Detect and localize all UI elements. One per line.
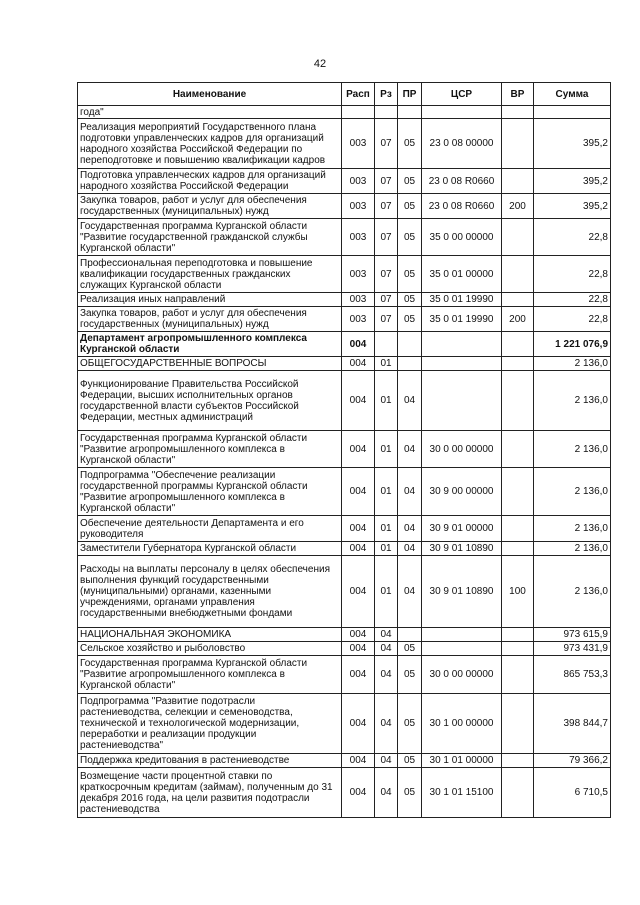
cell-pr: 04 [398,556,422,628]
cell-csr: 35 0 00 00000 [422,219,502,256]
cell-pr: 05 [398,256,422,293]
cell-name: Закупка товаров, работ и услуг для обеспечения государственных (муниципальных) нужд [78,307,342,332]
cell-sum: 973 615,9 [534,628,611,642]
cell-csr: 30 1 00 00000 [422,694,502,754]
cell-sum: 2 136,0 [534,516,611,542]
cell-name: Государственная программа Курганской области "Развитие агропромышленного комплекса в Курганской области" [78,431,342,468]
cell-vr [502,357,534,371]
cell-sum: 2 136,0 [534,431,611,468]
cell-vr [502,106,534,119]
cell-rasp: 003 [342,293,375,307]
cell-name: Государственная программа Курганской области "Развитие агропромышленного комплекса в Курганской области" [78,656,342,694]
page-number: 42 [313,58,327,70]
cell-name: Государственная программа Курганской области "Развитие государственной гражданской службы Курганской области" [78,219,342,256]
cell-sum: 865 753,3 [534,656,611,694]
cell-rz: 01 [375,431,398,468]
cell-csr: 23 0 08 R0660 [422,169,502,194]
cell-vr [502,371,534,431]
cell-rz: 01 [375,468,398,516]
table-row [78,754,611,768]
cell-rz: 04 [375,754,398,768]
cell-vr [502,219,534,256]
header-sum: Сумма [534,83,611,106]
cell-vr [502,642,534,656]
table-row [78,542,611,556]
cell-rasp: 004 [342,357,375,371]
cell-sum: 395,2 [534,119,611,169]
cell-rz: 07 [375,256,398,293]
cell-sum: 2 136,0 [534,556,611,628]
table-row [78,768,611,818]
table-header-row [78,83,611,106]
cell-pr: 05 [398,307,422,332]
cell-vr: 200 [502,307,534,332]
cell-name: Расходы на выплаты персоналу в целях обеспечения выполнения функций государственными (муниципальными) органами, казенными учреждениями, органами управления государственными внебюджетными фондами [78,556,342,628]
cell-name: Подпрограмма "Развитие подотрасли растениеводства, селекции и семеноводства, технической и технологической модернизации, переработки и реализации продукции растениеводства" [78,694,342,754]
cell-name: Подготовка управленческих кадров для организаций народного хозяйства Российской Федерации [78,169,342,194]
header-pr: ПР [398,83,422,106]
table-row [78,628,611,642]
cell-name: Обеспечение деятельности Департамента и его руководителя [78,516,342,542]
cell-pr: 05 [398,293,422,307]
cell-name: Возмещение части процентной ставки по краткосрочным кредитам (займам), полученным до 31 декабря 2016 года, на цели развития подотрасли растениеводства [78,768,342,818]
header-rz: Рз [375,83,398,106]
cell-pr: 05 [398,119,422,169]
cell-pr [398,628,422,642]
cell-name: Реализация мероприятий Государственного плана подготовки управленческих кадров для организаций народного хозяйства Российской Федерации по переподготовке и повышению квалификации кадров [78,119,342,169]
table-row [78,307,611,332]
cell-sum: 395,2 [534,169,611,194]
table-row [78,106,611,119]
cell-rz: 07 [375,293,398,307]
cell-vr [502,256,534,293]
cell-pr: 05 [398,169,422,194]
cell-vr [502,628,534,642]
header-rasp: Расп [342,83,375,106]
cell-rasp: 003 [342,307,375,332]
cell-csr [422,106,502,119]
cell-csr: 23 0 08 00000 [422,119,502,169]
cell-rasp: 004 [342,431,375,468]
cell-rasp: 004 [342,468,375,516]
cell-rz [375,106,398,119]
cell-rasp: 003 [342,119,375,169]
cell-rz: 01 [375,516,398,542]
table-row [78,642,611,656]
cell-rasp: 004 [342,642,375,656]
cell-rz: 04 [375,768,398,818]
table-row [78,516,611,542]
cell-sum: 395,2 [534,194,611,219]
cell-sum: 22,8 [534,307,611,332]
cell-rz: 04 [375,656,398,694]
cell-sum: 2 136,0 [534,542,611,556]
cell-sum [534,106,611,119]
cell-vr [502,293,534,307]
header-name: Наименование [78,83,342,106]
cell-pr: 04 [398,542,422,556]
cell-vr [502,694,534,754]
cell-name: Поддержка кредитования в растениеводстве [78,754,342,768]
table-row [78,256,611,293]
budget-table [77,82,611,818]
cell-name: Департамент агропромышленного комплекса Курганской области [78,332,342,357]
cell-sum: 1 221 076,9 [534,332,611,357]
cell-rasp: 004 [342,556,375,628]
cell-vr: 100 [502,556,534,628]
table-row [78,357,611,371]
cell-vr [502,431,534,468]
cell-rz: 07 [375,169,398,194]
cell-vr [502,768,534,818]
cell-rasp: 003 [342,256,375,293]
table-body [78,106,611,818]
cell-csr: 30 9 01 10890 [422,556,502,628]
cell-name: Профессиональная переподготовка и повышение квалификации государственных гражданских служащих Курганской области [78,256,342,293]
cell-vr: 200 [502,194,534,219]
cell-csr: 30 9 01 10890 [422,542,502,556]
cell-rz: 07 [375,194,398,219]
header-csr: ЦСР [422,83,502,106]
cell-csr: 30 9 00 00000 [422,468,502,516]
cell-rz: 07 [375,119,398,169]
cell-rasp: 004 [342,628,375,642]
cell-vr [502,119,534,169]
cell-vr [502,332,534,357]
cell-pr: 04 [398,371,422,431]
table-row [78,293,611,307]
cell-vr [502,516,534,542]
cell-rasp: 004 [342,754,375,768]
cell-csr: 30 1 01 00000 [422,754,502,768]
cell-pr: 05 [398,219,422,256]
cell-name: Подпрограмма "Обеспечение реализации государственной программы Курганской области "Развитие агропромышленного комплекса в Курганской области" [78,468,342,516]
table-row [78,219,611,256]
cell-rz: 04 [375,694,398,754]
cell-name: Реализация иных направлений [78,293,342,307]
cell-csr: 30 9 01 00000 [422,516,502,542]
cell-vr [502,754,534,768]
cell-sum: 22,8 [534,256,611,293]
cell-rz: 04 [375,642,398,656]
cell-csr [422,332,502,357]
table-row [78,468,611,516]
cell-pr: 05 [398,656,422,694]
cell-sum: 2 136,0 [534,468,611,516]
cell-sum: 22,8 [534,293,611,307]
cell-csr: 35 0 01 00000 [422,256,502,293]
cell-pr: 04 [398,468,422,516]
cell-name: ОБЩЕГОСУДАРСТВЕННЫЕ ВОПРОСЫ [78,357,342,371]
cell-csr [422,628,502,642]
cell-rasp: 004 [342,542,375,556]
cell-vr [502,169,534,194]
cell-rasp: 003 [342,194,375,219]
cell-sum: 2 136,0 [534,371,611,431]
cell-sum: 6 710,5 [534,768,611,818]
cell-vr [502,542,534,556]
cell-sum: 398 844,7 [534,694,611,754]
table-row [78,371,611,431]
cell-csr [422,371,502,431]
cell-sum: 79 366,2 [534,754,611,768]
table-row [78,169,611,194]
cell-pr: 04 [398,516,422,542]
cell-csr: 35 0 01 19990 [422,293,502,307]
cell-pr [398,106,422,119]
cell-pr [398,357,422,371]
cell-rasp: 004 [342,371,375,431]
cell-csr: 23 0 08 R0660 [422,194,502,219]
table-row [78,194,611,219]
cell-pr: 05 [398,754,422,768]
cell-pr [398,332,422,357]
cell-rasp: 004 [342,656,375,694]
cell-pr: 04 [398,431,422,468]
cell-pr: 05 [398,194,422,219]
table-row [78,694,611,754]
header-vr: ВР [502,83,534,106]
cell-rasp: 003 [342,169,375,194]
cell-pr: 05 [398,694,422,754]
cell-rz: 01 [375,542,398,556]
table-row [78,332,611,357]
cell-vr [502,468,534,516]
cell-rz: 01 [375,357,398,371]
cell-csr: 30 0 00 00000 [422,656,502,694]
cell-pr: 05 [398,768,422,818]
cell-csr [422,642,502,656]
table-row [78,656,611,694]
cell-rasp: 004 [342,694,375,754]
cell-name: Функционирование Правительства Российской Федерации, высших исполнительных органов государственной власти субъектов Российской Федерации, местных администраций [78,371,342,431]
cell-rasp: 003 [342,219,375,256]
cell-name: года" [78,106,342,119]
cell-rasp: 004 [342,332,375,357]
cell-sum: 973 431,9 [534,642,611,656]
cell-rz [375,332,398,357]
cell-rasp: 004 [342,768,375,818]
cell-name: Закупка товаров, работ и услуг для обеспечения государственных (муниципальных) нужд [78,194,342,219]
cell-csr: 30 0 00 00000 [422,431,502,468]
cell-pr: 05 [398,642,422,656]
cell-rz: 04 [375,628,398,642]
cell-csr [422,357,502,371]
table-row [78,556,611,628]
cell-rz: 01 [375,371,398,431]
cell-rasp: 004 [342,516,375,542]
cell-rasp [342,106,375,119]
cell-name: НАЦИОНАЛЬНАЯ ЭКОНОМИКА [78,628,342,642]
cell-vr [502,656,534,694]
cell-rz: 07 [375,219,398,256]
cell-csr: 35 0 01 19990 [422,307,502,332]
cell-sum: 2 136,0 [534,357,611,371]
cell-name: Заместители Губернатора Курганской области [78,542,342,556]
cell-name: Сельское хозяйство и рыболовство [78,642,342,656]
cell-rz: 01 [375,556,398,628]
cell-csr: 30 1 01 15100 [422,768,502,818]
table-row [78,431,611,468]
table-row [78,119,611,169]
cell-rz: 07 [375,307,398,332]
cell-sum: 22,8 [534,219,611,256]
